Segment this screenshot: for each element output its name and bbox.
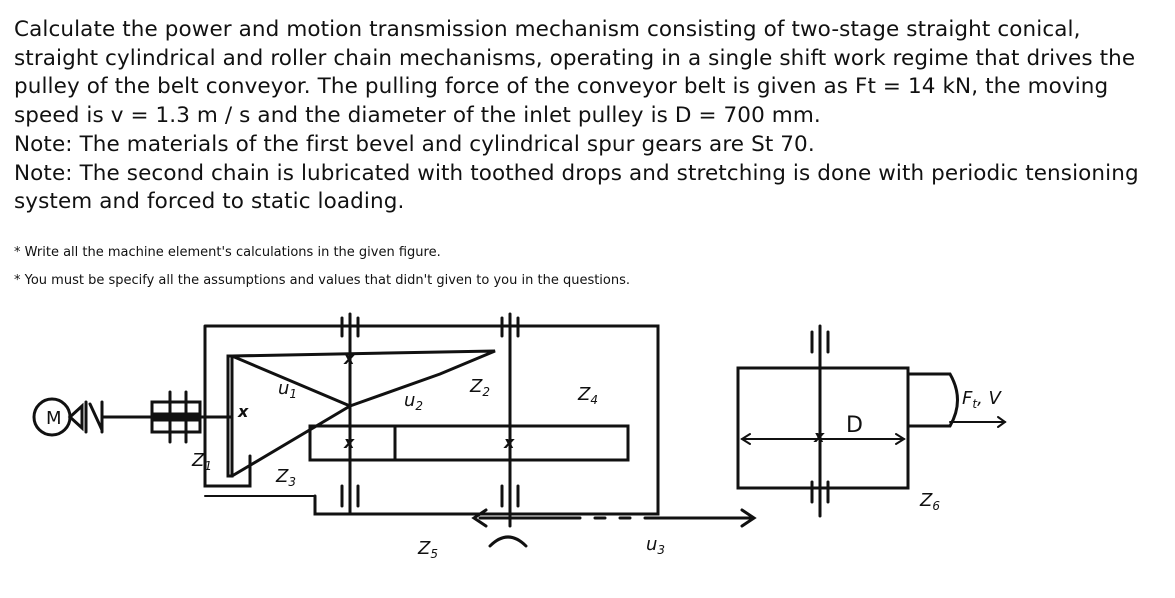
transmission-diagram (20, 296, 1030, 564)
instruction-assumptions: * You must be specify all the assumptions and values that didn't given to you in the questions. (14, 273, 631, 288)
spur-gear-z3-z4 (310, 426, 628, 460)
svg-text:Z1: $Z_1$ (192, 450, 212, 473)
svg-text:Ft, V: $F_t$, V (962, 388, 1001, 411)
diameter-label: D (846, 413, 863, 438)
svg-text:Z3: $Z_3$ (276, 466, 296, 489)
bearing-mark-4: x (504, 433, 515, 452)
svg-text:u1: $u_1$ (278, 378, 298, 401)
input-bearing-block-lower (152, 420, 200, 432)
bearing-mark-3: x (344, 433, 355, 452)
bearing-mark-1: x (238, 402, 249, 421)
motor-label: M (46, 408, 62, 429)
problem-paragraph: Calculate the power and motion transmission mechanism consisting of two-stage straight conical, straight cylindrical and roller chain mechanisms, operating in a single shift work regime that drives the pulley of the belt conveyor. The pulling force of the conveyor belt is given as Ft = 14 kN, the moving speed is v = 1.3 m / s and the diameter of the inlet pulley is D = 700 mm. (14, 17, 1136, 129)
note-materials: Note: The materials of the first bevel and cylindrical spur gears are St 70. (14, 131, 815, 157)
coupling-icon (70, 402, 102, 432)
svg-text:Z2: $Z_2$ (470, 376, 490, 399)
svg-text:Z4: $Z_4$ (578, 384, 598, 407)
bevel-gear-z2 (232, 351, 495, 406)
bearing-mark-5: x (814, 427, 825, 446)
svg-text:u2: $u_2$ (404, 390, 424, 413)
bearing-mark-2: x (344, 349, 355, 368)
svg-text:Z6: $Z_6$ (920, 490, 940, 513)
rotation-arrow-icon (490, 537, 526, 546)
instruction-calculations: * Write all the machine element's calculations in the given figure. (14, 245, 441, 260)
svg-text:u3: $u_3$ (646, 534, 666, 557)
svg-text:Z5: $Z_5$ (418, 538, 438, 561)
problem-statement (14, 16, 1164, 217)
input-bearing-block (152, 402, 200, 414)
note-chain: Note: The second chain is lubricated with toothed drops and stretching is done with periodic tensioning system and forced to static loading. (14, 160, 1139, 215)
conveyor-belt (908, 374, 958, 426)
